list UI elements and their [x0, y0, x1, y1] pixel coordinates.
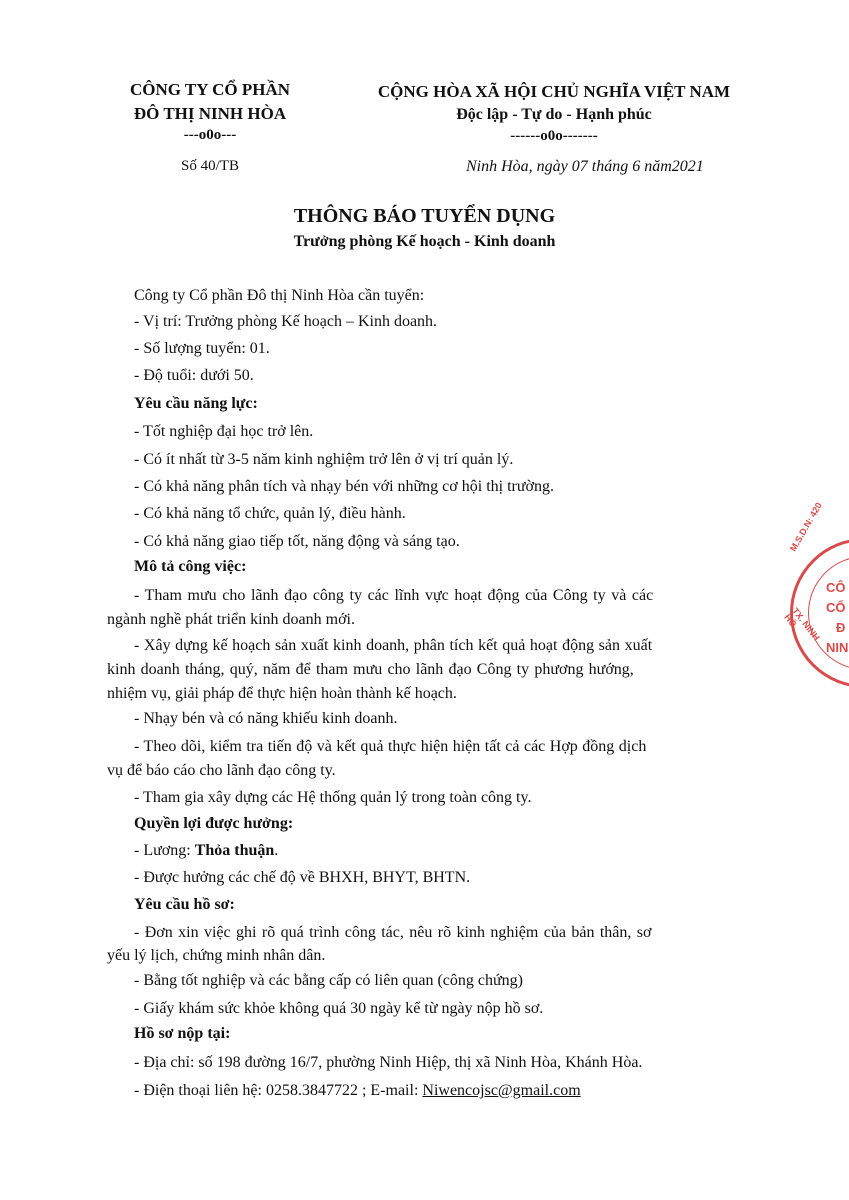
contact-phone: - Điện thoại liên hệ: 0258.3847722 ; E-mail: [134, 1082, 423, 1099]
intro-line: Công ty Cổ phần Đô thị Ninh Hòa cần tuyển: [134, 287, 425, 304]
job-item-4b: vụ để báo cáo cho lãnh đạo công ty. [107, 762, 336, 779]
benefits-heading: Quyền lợi được hưởng: [134, 815, 294, 832]
seal-text: Đ [836, 620, 846, 635]
docs-heading: Yêu cầu hồ sơ: [134, 896, 235, 913]
intro-quantity: - Số lượng tuyển: 01. [134, 340, 270, 357]
docs-item-1b: yếu lý lịch, chứng minh nhân dân. [107, 947, 326, 964]
job-item-2c: nhiệm vụ, giải pháp để thực hiện hoàn thành kế hoạch. [107, 685, 457, 702]
document-number: Số 40/TB [181, 158, 239, 174]
docs-item-1a: - Đơn xin việc ghi rõ quá trình công tác, nêu rõ kinh nghiệm của bản thân, sơ [134, 924, 652, 941]
benefit-insurance: - Được hưởng các chế độ về BHXH, BHYT, BHTN. [134, 869, 471, 886]
requirement-item: - Có khả năng tổ chức, quản lý, điều hành. [134, 505, 406, 522]
requirement-item: - Có ít nhất từ 3-5 năm kinh nghiệm trở lên ở vị trí quản lý. [134, 451, 514, 468]
submit-contact [134, 1082, 581, 1100]
seal-text: CÔ [826, 580, 846, 595]
company-name-line1: CÔNG TY CỔ PHẦN [129, 80, 291, 99]
submit-address: - Địa chỉ: số 198 đường 16/7, phường Ninh Hiệp, thị xã Ninh Hòa, Khánh Hòa. [134, 1054, 643, 1071]
document-title: THÔNG BÁO TUYỂN DỤNG [293, 205, 556, 227]
job-item-3: - Nhạy bén và có năng khiếu kinh doanh. [134, 710, 398, 727]
requirement-item: - Có khả năng phân tích và nhạy bén với những cơ hội thị trường. [134, 478, 554, 495]
requirement-item: - Có khả năng giao tiếp tốt, năng động và sáng tạo. [134, 533, 460, 550]
job-item-5: - Tham gia xây dựng các Hệ thống quản lý trong toàn công ty. [134, 789, 532, 806]
salary-prefix: - Lương: [134, 842, 195, 859]
seal-arc-text: TX. NINH HÒ [782, 606, 822, 643]
national-title: CỘNG HÒA XÃ HỘI CHỦ NGHĨA VIỆT NAM [377, 82, 731, 101]
salary-value: Thỏa thuận [194, 842, 275, 859]
seal-text: CỔ [826, 600, 846, 615]
docs-item-2: - Bằng tốt nghiệp và các bằng cấp có liên quan (công chứng) [134, 972, 523, 989]
seal-arc-text: M.S.D.N: 420 [788, 500, 824, 553]
job-heading: Mô tả công việc: [134, 558, 247, 575]
job-item-2a: - Xây dựng kế hoạch sản xuất kinh doanh, phân tích kết quả hoạt động sản xuất [134, 637, 653, 654]
job-item-1b: ngành nghề phát triển kinh doanh mới. [107, 611, 355, 628]
document-subtitle: Trưởng phòng Kế hoạch - Kinh doanh [293, 233, 556, 250]
requirement-item: - Tốt nghiệp đại học trở lên. [134, 423, 314, 440]
company-name-line2: ĐÔ THỊ NINH HÒA [133, 104, 287, 123]
intro-position: - Vị trí: Trưởng phòng Kế hoạch – Kinh doanh. [134, 313, 438, 330]
requirements-heading: Yêu cầu năng lực: [134, 395, 258, 412]
job-item-1a: - Tham mưu cho lãnh đạo công ty các lĩnh vực hoạt động của Công ty và các [134, 587, 654, 604]
seal-text: NIN [826, 640, 849, 655]
submit-heading: Hồ sơ nộp tại: [134, 1025, 231, 1042]
national-motto: Độc lập - Tự do - Hạnh phúc [456, 106, 652, 123]
motto-separator: ------o0o------- [510, 128, 598, 144]
job-item-2b: kinh doanh tháng, quý, năm để tham mưu cho lãnh đạo Công ty phương hướng, [107, 661, 634, 678]
contact-email-link[interactable]: Niwencojsc@gmail.com [422, 1082, 581, 1099]
job-item-4a: - Theo dõi, kiểm tra tiến độ và kết quả thực hiện hiện tất cả các Hợp đồng dịch [134, 738, 647, 755]
dateline: Ninh Hòa, ngày 07 tháng 6 năm2021 [466, 158, 704, 175]
intro-age: - Độ tuổi: dưới 50. [134, 367, 254, 384]
salary-suffix: . [274, 842, 279, 859]
benefit-salary [134, 842, 278, 860]
docs-item-3: - Giấy khám sức khỏe không quá 30 ngày kể từ ngày nộp hồ sơ. [134, 1000, 544, 1017]
company-separator: ---o0o--- [183, 127, 237, 143]
